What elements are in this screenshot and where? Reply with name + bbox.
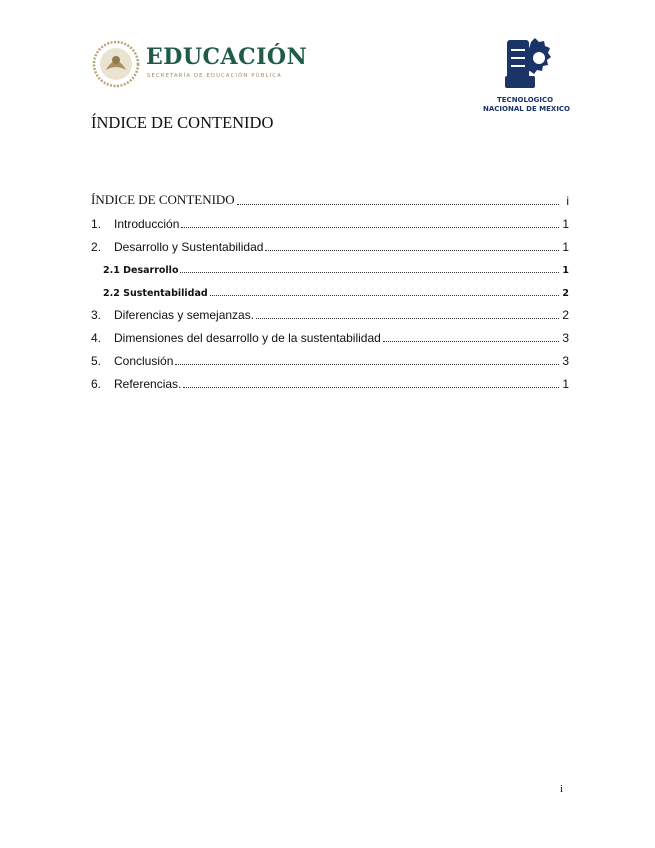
- toc-label: Referencias.: [114, 377, 182, 391]
- toc-leader: [175, 363, 559, 365]
- toc-leader: [183, 386, 559, 388]
- toc-label: 2.1 Desarrollo: [103, 265, 179, 276]
- toc-entry-diferencias[interactable]: [91, 304, 569, 322]
- toc-leader: [210, 294, 559, 296]
- toc-entry-dimensiones[interactable]: [91, 327, 569, 345]
- toc-page-number: 3: [562, 331, 569, 345]
- toc-page-number: 2: [562, 288, 569, 299]
- toc-label: ÍNDICE DE CONTENIDO: [91, 192, 235, 207]
- sep-logo: [92, 40, 312, 90]
- toc-number: 4.: [91, 331, 102, 345]
- toc-page-number: 1: [562, 217, 569, 231]
- toc-number: 3.: [91, 308, 102, 322]
- toc-leader: [180, 271, 559, 273]
- toc-page-number: 1: [562, 377, 569, 391]
- toc-leader: [181, 226, 559, 228]
- tecnm-name-line1: TECNOLOGICO: [497, 96, 554, 104]
- toc-entry-indice[interactable]: [91, 190, 569, 208]
- toc-number: 2.: [91, 240, 102, 254]
- toc-entry-sustentabilidad[interactable]: [103, 281, 569, 299]
- toc-label: Introducción: [114, 217, 180, 231]
- toc-label: Diferencias y semejanzas.: [114, 308, 255, 322]
- tecnm-gear-emblem-icon: [501, 36, 551, 90]
- sep-title: EDUCACIÓN: [146, 44, 308, 70]
- page-title: ÍNDICE DE CONTENIDO: [91, 113, 274, 132]
- toc-entry-desarrollo[interactable]: [103, 258, 569, 276]
- toc-number: 6.: [91, 377, 102, 391]
- toc-page-number: 2: [562, 308, 569, 322]
- toc-label: 2.2 Sustentabilidad: [103, 288, 208, 299]
- toc-page-number: 3: [562, 354, 569, 368]
- toc-label: Conclusión: [114, 354, 174, 368]
- toc-page-number: 1: [562, 240, 569, 254]
- sep-subtitle: SECRETARÍA DE EDUCACIÓN PÚBLICA: [147, 73, 282, 79]
- tecnm-logo: [483, 36, 577, 116]
- toc-entry-introduccion[interactable]: [91, 213, 569, 231]
- mexico-seal-icon: [92, 40, 140, 88]
- toc-entry-referencias[interactable]: [91, 373, 569, 391]
- toc-entry-conclusion[interactable]: [91, 350, 569, 368]
- footer-page-number: i: [560, 783, 564, 795]
- page-header: [0, 0, 655, 120]
- toc-entry-desarrollo-sustentabilidad[interactable]: [91, 236, 569, 254]
- toc-page-number: i: [566, 194, 569, 208]
- toc-label: Dimensiones del desarrollo y de la sustentabilidad: [114, 331, 381, 345]
- toc-leader: [265, 249, 559, 251]
- toc-number: 1.: [91, 217, 102, 231]
- tecnm-name-line2: NACIONAL DE MEXICO: [483, 105, 571, 113]
- toc-number: 5.: [91, 354, 102, 368]
- toc-leader: [256, 317, 559, 319]
- toc-leader: [383, 340, 559, 342]
- toc-leader: [237, 203, 559, 205]
- toc-label: Desarrollo y Sustentabilidad: [114, 240, 264, 254]
- toc-page-number: 1: [562, 265, 569, 276]
